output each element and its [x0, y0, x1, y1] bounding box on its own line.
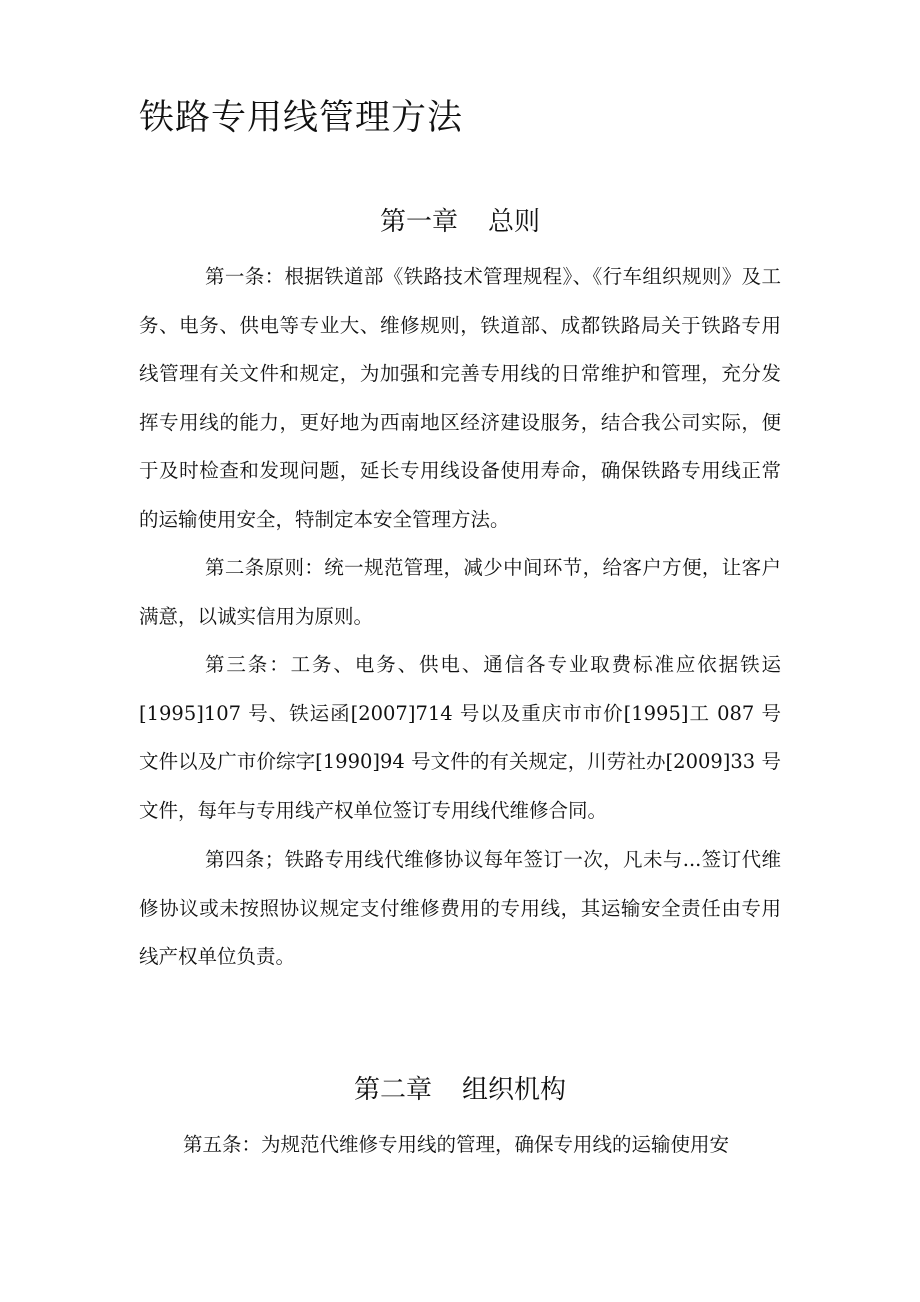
document-title: 铁路专用线管理方法	[139, 98, 464, 138]
chapter-name: 组织机构	[462, 1075, 567, 1105]
chapter-number: 第一章	[379, 207, 458, 237]
chapter-heading	[0, 1070, 920, 1110]
article-paragraph: 第二条原则：统一规范管理，减少中间环节，给客户方便，让客户满意，以诚实信用为原则。	[139, 556, 781, 628]
article-paragraph: 第五条：为规范代维修专用线的管理，确保专用线的运输使用安	[183, 1133, 730, 1156]
chapter-number: 第二章	[353, 1075, 432, 1105]
article-paragraph: 第四条；铁路专用线代维修协议每年签订一次，凡未与...签订代维修协议或未按照协议规定支付维修费用的专用线，其运输安全责任由专用线产权单位负责。	[139, 848, 781, 969]
chapter-heading	[0, 202, 920, 242]
article-paragraph: 第三条：工务、电务、供电、通信各专业取费标准应依据铁运[1995]107 号、铁运函[2007]714 号以及重庆市市价[1995]工 087 号文件以及广市价综字[1990]94 号文件的有关规定，川劳社办[2009]33 号文件，每年与专用线产权单位签订专用线代维修合同。	[139, 653, 781, 822]
chapter-name: 总则	[488, 207, 541, 237]
article-paragraph: 第一条：根据铁道部《铁路技术管理规程》、《行车组织规则》及工务、电务、供电等专业大、维修规则，铁道部、成都铁路局关于铁路专用线管理有关文件和规定，为加强和完善专用线的日常维护和管理，充分发挥专用线的能力，更好地为西南地区经济建设服务，结合我公司实际，便于及时检查和发现问题，延长专用线设备使用寿命，确保铁路专用线正常的运输使用安全，特制定本安全管理方法。	[139, 265, 781, 531]
